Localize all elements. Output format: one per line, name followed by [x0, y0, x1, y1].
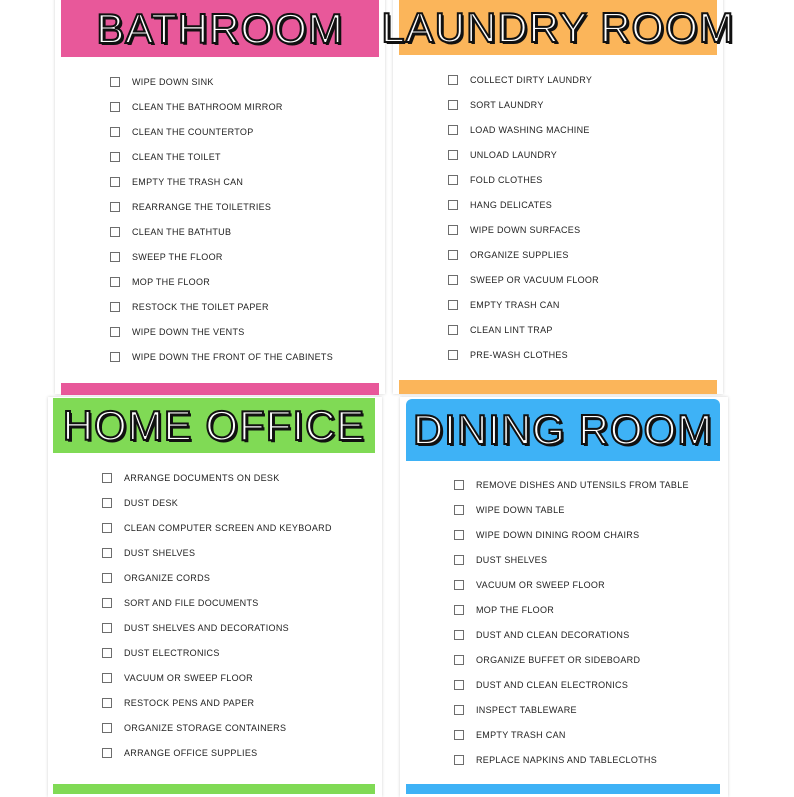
- checkbox[interactable]: [102, 698, 112, 708]
- checklist-item-label: EMPTY TRASH CAN: [476, 729, 566, 740]
- dining-checklist: [454, 472, 689, 772]
- laundry-header: [381, 0, 735, 55]
- checkbox[interactable]: [110, 227, 120, 237]
- bathroom-title: BATHROOM: [96, 4, 344, 52]
- checklist-item: [454, 672, 689, 697]
- checklist-item-label: ORGANIZE STORAGE CONTAINERS: [124, 722, 287, 733]
- dining-header: [406, 399, 720, 461]
- checkbox[interactable]: [454, 505, 464, 515]
- checkbox[interactable]: [102, 623, 112, 633]
- office-footer-bar: [53, 784, 375, 794]
- checklist-item: [110, 169, 333, 194]
- checklist-item-label: ORGANIZE CORDS: [124, 572, 211, 583]
- checklist-item-label: DUST SHELVES AND DECORATIONS: [124, 622, 289, 633]
- checklist-item-label: ARRANGE OFFICE SUPPLIES: [124, 747, 258, 758]
- checkbox[interactable]: [102, 548, 112, 558]
- checkbox[interactable]: [454, 655, 464, 665]
- checklist-item: [110, 69, 333, 94]
- checklist-item: [102, 690, 332, 715]
- checklist-item-label: WIPE DOWN SURFACES: [470, 224, 581, 235]
- checklist-item: [454, 547, 689, 572]
- checklist-item: [102, 515, 332, 540]
- checkbox[interactable]: [454, 580, 464, 590]
- checkbox[interactable]: [110, 252, 120, 262]
- checklist-item: [110, 344, 333, 369]
- checklist-item-label: CLEAN THE BATHROOM MIRROR: [132, 101, 283, 112]
- checkbox[interactable]: [448, 175, 458, 185]
- checkbox[interactable]: [110, 127, 120, 137]
- checklist-item-label: ARRANGE DOCUMENTS ON DESK: [124, 472, 280, 483]
- checklist-item-label: REMOVE DISHES AND UTENSILS FROM TABLE: [476, 479, 689, 490]
- checklist-item: [448, 167, 599, 192]
- checkbox[interactable]: [110, 77, 120, 87]
- laundry-title: LAUNDRY ROOM: [381, 3, 735, 51]
- checklist-item: [110, 94, 333, 119]
- checklist-item-label: ORGANIZE BUFFET OR SIDEBOARD: [476, 654, 641, 665]
- checklist-item: [448, 292, 599, 317]
- checklist-item-label: VACUUM OR SWEEP FLOOR: [124, 672, 253, 683]
- checklist-item-label: REPLACE NAPKINS AND TABLECLOTHS: [476, 754, 658, 765]
- checkbox[interactable]: [448, 125, 458, 135]
- checkbox[interactable]: [110, 102, 120, 112]
- checkbox[interactable]: [454, 480, 464, 490]
- checklist-item: [102, 490, 332, 515]
- checkbox[interactable]: [448, 300, 458, 310]
- checkbox[interactable]: [102, 473, 112, 483]
- checkbox[interactable]: [454, 605, 464, 615]
- checklist-item: [448, 67, 599, 92]
- dining-title: DINING ROOM: [412, 406, 714, 453]
- checklist-item: [454, 747, 689, 772]
- checkbox[interactable]: [102, 723, 112, 733]
- checklist-item: [454, 522, 689, 547]
- checkbox[interactable]: [448, 225, 458, 235]
- checkbox[interactable]: [102, 673, 112, 683]
- bathroom-checklist: [110, 69, 333, 369]
- checklist-item-label: CLEAN THE TOILET: [132, 151, 221, 162]
- checkbox[interactable]: [110, 352, 120, 362]
- checklist-item-label: CLEAN COMPUTER SCREEN AND KEYBOARD: [124, 522, 332, 533]
- checklist-item: [454, 597, 689, 622]
- checklist-item: [448, 142, 599, 167]
- office-title: HOME OFFICE: [62, 401, 366, 449]
- checkbox[interactable]: [448, 75, 458, 85]
- bathroom-footer-bar: [61, 383, 379, 395]
- checkbox[interactable]: [454, 730, 464, 740]
- checkbox[interactable]: [454, 630, 464, 640]
- checklist-item-label: FOLD CLOTHES: [470, 174, 543, 185]
- checklist-item: [454, 472, 689, 497]
- checklist-item-label: REARRANGE THE TOILETRIES: [132, 201, 272, 212]
- checklist-item-label: PRE-WASH CLOTHES: [470, 349, 568, 360]
- checklist-item: [102, 565, 332, 590]
- checklist-item: [448, 92, 599, 117]
- checklist-item: [102, 465, 332, 490]
- checkbox[interactable]: [102, 598, 112, 608]
- checkbox[interactable]: [448, 150, 458, 160]
- checklist-item: [110, 269, 333, 294]
- checklist-item: [448, 267, 599, 292]
- checkbox[interactable]: [454, 705, 464, 715]
- checklist-item-label: WIPE DOWN SINK: [132, 76, 214, 87]
- checklist-item: [110, 294, 333, 319]
- checklist-item-label: MOP THE FLOOR: [132, 276, 211, 287]
- checkbox[interactable]: [110, 302, 120, 312]
- checklist-item: [110, 119, 333, 144]
- checklist-item: [448, 217, 599, 242]
- checklist-item: [454, 697, 689, 722]
- checklist-item: [102, 665, 332, 690]
- checklist-item-label: SWEEP OR VACUUM FLOOR: [470, 274, 599, 285]
- checklist-item: [102, 715, 332, 740]
- checkbox[interactable]: [448, 350, 458, 360]
- bathroom-header: [61, 0, 379, 57]
- checkbox[interactable]: [102, 748, 112, 758]
- checklist-item-label: INSPECT TABLEWARE: [476, 704, 577, 715]
- office-header: [53, 398, 375, 453]
- checklist-item: [102, 590, 332, 615]
- checkbox[interactable]: [110, 277, 120, 287]
- checklist-item-label: CLEAN THE COUNTERTOP: [132, 126, 254, 137]
- checklist-item: [448, 242, 599, 267]
- laundry-footer-bar: [399, 380, 717, 394]
- checkbox[interactable]: [102, 573, 112, 583]
- checklist-item-label: RESTOCK THE TOILET PAPER: [132, 301, 269, 312]
- checklist-item: [102, 740, 332, 765]
- checklist-item: [110, 194, 333, 219]
- checklist-item: [454, 497, 689, 522]
- checklist-item-label: SORT AND FILE DOCUMENTS: [124, 597, 259, 608]
- checklist-item: [110, 144, 333, 169]
- checkbox[interactable]: [102, 648, 112, 658]
- checklist-item: [102, 615, 332, 640]
- checkbox[interactable]: [454, 555, 464, 565]
- checkbox[interactable]: [448, 325, 458, 335]
- checklist-item-label: DUST AND CLEAN ELECTRONICS: [476, 679, 629, 690]
- checklist-item: [454, 647, 689, 672]
- checklist-item: [102, 540, 332, 565]
- checklist-item-label: WIPE DOWN THE VENTS: [132, 326, 245, 337]
- checklist-item-label: WIPE DOWN THE FRONT OF THE CABINETS: [132, 351, 334, 362]
- checklist-item: [454, 572, 689, 597]
- checklist-item-label: CLEAN THE BATHTUB: [132, 226, 232, 237]
- checklist-item-label: WIPE DOWN DINING ROOM CHAIRS: [476, 529, 640, 540]
- checklist-item-label: HANG DELICATES: [470, 199, 553, 210]
- checkbox[interactable]: [454, 755, 464, 765]
- checkbox[interactable]: [110, 152, 120, 162]
- checkbox[interactable]: [448, 100, 458, 110]
- checklist-item: [110, 319, 333, 344]
- checklist-item: [448, 317, 599, 342]
- checkbox[interactable]: [102, 498, 112, 508]
- checkbox[interactable]: [448, 250, 458, 260]
- checkbox[interactable]: [110, 327, 120, 337]
- checklist-item: [110, 219, 333, 244]
- checklist-item: [448, 117, 599, 142]
- checkbox[interactable]: [110, 202, 120, 212]
- office-checklist: [102, 465, 332, 765]
- checklist-item-label: DUST DESK: [124, 497, 179, 508]
- checklist-item-label: SORT LAUNDRY: [470, 99, 544, 110]
- checklist-item-label: DUST AND CLEAN DECORATIONS: [476, 629, 630, 640]
- checkbox[interactable]: [102, 523, 112, 533]
- checklist-item-label: SWEEP THE FLOOR: [132, 251, 223, 262]
- checklist-item-label: MOP THE FLOOR: [476, 604, 555, 615]
- checklist-item-label: VACUUM OR SWEEP FLOOR: [476, 579, 605, 590]
- checklist-item-label: DUST SHELVES: [124, 547, 196, 558]
- checklist-item-label: EMPTY THE TRASH CAN: [132, 176, 244, 187]
- checklist-item-label: EMPTY TRASH CAN: [470, 299, 560, 310]
- checklist-item-label: UNLOAD LAUNDRY: [470, 149, 558, 160]
- checklist-item-label: RESTOCK PENS AND PAPER: [124, 697, 255, 708]
- checklist-item: [102, 640, 332, 665]
- checklist-item-label: WIPE DOWN TABLE: [476, 504, 565, 515]
- checklist-item-label: DUST SHELVES: [476, 554, 548, 565]
- checklist-item: [448, 192, 599, 217]
- checklist-item: [110, 244, 333, 269]
- checkbox[interactable]: [454, 680, 464, 690]
- checkbox[interactable]: [110, 177, 120, 187]
- checkbox[interactable]: [448, 275, 458, 285]
- checklist-item-label: CLEAN LINT TRAP: [470, 324, 553, 335]
- checkbox[interactable]: [448, 200, 458, 210]
- checklist-item: [448, 342, 599, 367]
- checkbox[interactable]: [454, 530, 464, 540]
- checklist-item-label: COLLECT DIRTY LAUNDRY: [470, 74, 593, 85]
- dining-footer-bar: [406, 784, 720, 794]
- laundry-checklist: [448, 67, 599, 367]
- checklist-item: [454, 622, 689, 647]
- checklist-item-label: ORGANIZE SUPPLIES: [470, 249, 569, 260]
- checklist-item-label: DUST ELECTRONICS: [124, 647, 220, 658]
- checklist-item: [454, 722, 689, 747]
- checklist-item-label: LOAD WASHING MACHINE: [470, 124, 590, 135]
